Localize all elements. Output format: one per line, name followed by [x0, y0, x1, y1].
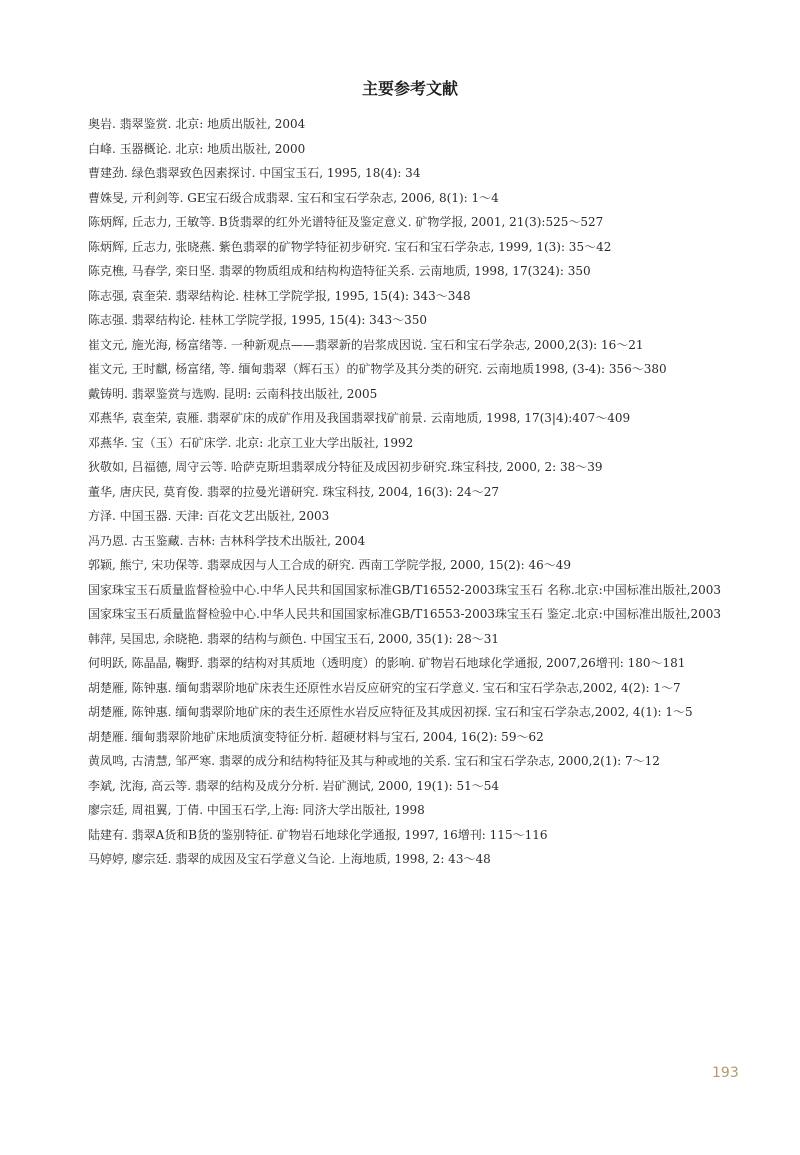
reference-item: 胡楚雁, 陈钟惠. 缅甸翡翠阶地矿床的表生还原性水岩反应特征及其成因初探. 宝石和宝石学杂志,2002, 4(1): 1～5	[88, 705, 693, 719]
reference-item: 方泽. 中国玉器. 天津: 百花文艺出版社, 2003	[88, 509, 330, 523]
reference-item: 狄敬如, 吕福德, 周守云等. 哈萨克斯坦翡翠成分特征及成因初步研究.珠宝科技, 2000, 2: 38～39	[88, 460, 603, 474]
reference-item: 曹建劲. 绿色翡翠致色因素探讨. 中国宝玉石, 1995, 18(4): 34	[88, 166, 421, 180]
reference-item: 曹姝旻, 亓利剑等. GE宝石级合成翡翠. 宝石和宝石学杂志, 2006, 8(1): 1～4	[88, 190, 499, 205]
reference-item: 陈炳辉, 丘志力, 张晓燕. 紫色翡翠的矿物学特征初步研究. 宝石和宝石学杂志, 1999, 1(3): 35～42	[88, 239, 612, 254]
page-number: 193	[712, 1065, 739, 1081]
reference-item: 邓燕华, 袁奎荣, 袁雁. 翡翠矿床的成矿作用及我国翡翠找矿前景. 云南地质, 1998, 17(3|4):407～409	[88, 411, 631, 425]
reference-item: 董华, 唐庆民, 莫育俊. 翡翠的拉曼光谱研究. 珠宝科技, 2004, 16(3): 24～27	[88, 484, 499, 499]
reference-item: 崔文元, 王时麒, 杨富绪, 等. 缅甸翡翠（辉石玉）的矿物学及其分类的研究. 云南地质1998, (3-4): 356～380	[88, 362, 667, 376]
reference-list	[88, 112, 748, 872]
reference-item: 邓燕华. 宝（玉）石矿床学. 北京: 北京工业大学出版社, 1992	[88, 435, 414, 450]
reference-item: 白峰. 玉器概论. 北京: 地质出版社, 2000	[88, 141, 306, 156]
reference-item: 戴铸明. 翡翠鉴赏与选购. 昆明: 云南科技出版社, 2005	[88, 386, 378, 401]
page-title: 主要参考文献	[361, 79, 458, 98]
reference-item: 陈志强. 翡翠结构论. 桂林工学院学报, 1995, 15(4): 343～350	[88, 313, 427, 327]
reference-item: 郭颖, 熊宁, 宋功保等. 翡翠成因与人工合成的研究. 西南工学院学报, 2000, 15(2): 46～49	[88, 558, 571, 572]
reference-item: 冯乃恩. 古玉鉴藏. 吉林: 吉林科学技术出版社, 2004	[88, 533, 366, 548]
reference-item: 黄凤鸣, 古清慧, 邹严寒. 翡翠的成分和结构特征及其与种或地的关系. 宝石和宝石学杂志, 2000,2(1): 7～12	[88, 754, 660, 768]
reference-item: 陈志强, 袁奎荣. 翡翠结构论. 桂林工学院学报, 1995, 15(4): 343～348	[88, 288, 471, 303]
reference-item: 国家珠宝玉石质量监督检验中心.中华人民共和国国家标准GB/T16553-2003珠宝玉石 鉴定.北京:中国标准出版社,2003	[88, 607, 722, 621]
reference-item: 李斌, 沈海, 高云等. 翡翠的结构及成分分析. 岩矿测试, 2000, 19(1): 51～54	[88, 778, 499, 793]
reference-item: 陈克樵, 马春学, 栾日坚. 翡翠的物质组成和结构构造特征关系. 云南地质, 1998, 17(324): 350	[88, 264, 591, 278]
reference-item: 胡楚雁. 缅甸翡翠阶地矿床地质演变特征分析. 超硬材料与宝石, 2004, 16(2): 59～62	[88, 729, 544, 744]
reference-item: 廖宗廷, 周祖翼, 丁倩. 中国玉石学,上海: 同济大学出版社, 1998	[88, 803, 425, 817]
reference-item: 马婷婷, 廖宗廷. 翡翠的成因及宝石学意义刍论. 上海地质, 1998, 2: 43～48	[88, 852, 491, 866]
reference-item: 韩萍, 吴国忠, 余晓艳. 翡翠的结构与颜色. 中国宝玉石, 2000, 35(1): 28～31	[88, 631, 499, 646]
reference-item: 崔文元, 施光海, 杨富绪等. 一种新观点——翡翠新的岩浆成因说. 宝石和宝石学杂志, 2000,2(3): 16～21	[88, 337, 644, 352]
reference-item: 国家珠宝玉石质量监督检验中心.中华人民共和国国家标准GB/T16552-2003珠宝玉石 名称.北京:中国标准出版社,2003	[88, 582, 722, 597]
reference-item: 陈炳辉, 丘志力, 王敏等. B货翡翠的红外光谱特征及鉴定意义. 矿物学报, 2001, 21(3):525～527	[88, 215, 604, 229]
reference-item: 何明跃, 陈晶晶, 鞠野. 翡翠的结构对其质地（透明度）的影响. 矿物岩石地球化学通报, 2007,26增刊: 180～181	[88, 656, 686, 670]
reference-item: 陆建有. 翡翠A货和B货的鉴别特征. 矿物岩石地球化学通报, 1997, 16增刊: 115～116	[88, 827, 548, 842]
reference-item: 胡楚雁, 陈钟惠. 缅甸翡翠阶地矿床表生还原性水岩反应研究的宝石学意义. 宝石和宝石学杂志,2002, 4(2): 1～7	[88, 680, 681, 695]
reference-item: 奥岩. 翡翠鉴赏. 北京: 地质出版社, 2004	[88, 117, 306, 131]
